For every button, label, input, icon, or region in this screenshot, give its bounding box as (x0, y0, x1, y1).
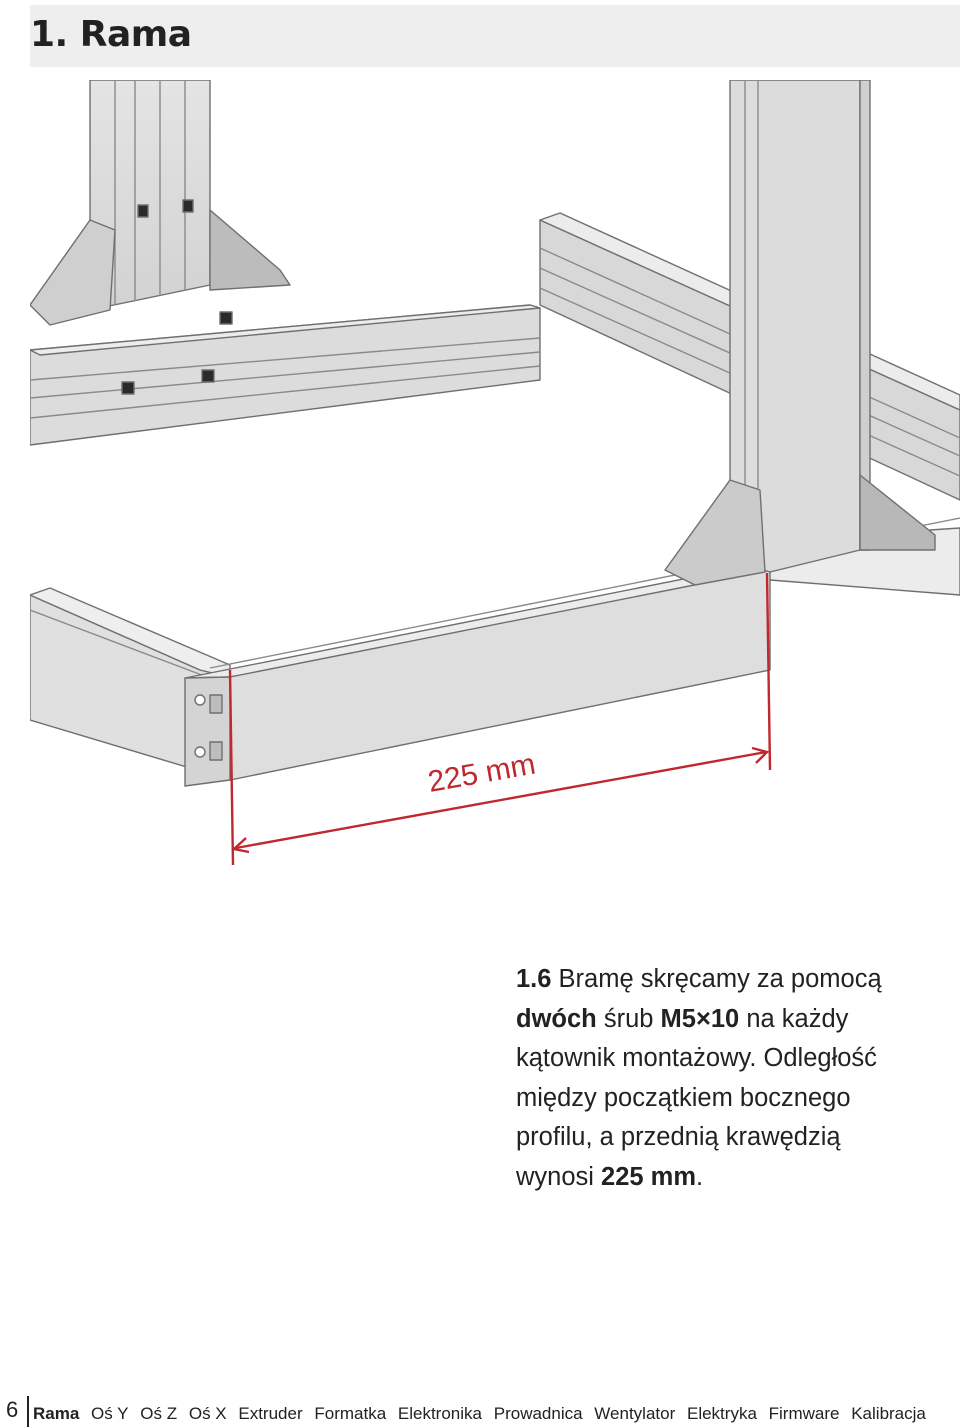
chapter-nav (33, 1404, 933, 1424)
nav-item-wentylator[interactable]: Wentylator (594, 1404, 676, 1423)
footer-nav (0, 1397, 960, 1427)
page-number: 6 (6, 1397, 19, 1422)
nav-item-extruder[interactable]: Extruder (238, 1404, 303, 1423)
right-bracket-right (860, 475, 935, 550)
right-bracket-left (665, 480, 765, 585)
footer-divider (27, 1396, 29, 1427)
nav-item-kalibracja[interactable]: Kalibracja (851, 1404, 926, 1423)
left-bracket (30, 220, 115, 325)
nav-item-rama[interactable]: Rama (33, 1404, 80, 1423)
nav-item-os-x[interactable]: Oś X (188, 1404, 227, 1423)
nav-item-formatka[interactable]: Formatka (314, 1404, 387, 1423)
step-number: 1.6 (516, 965, 552, 993)
nav-item-os-y[interactable]: Oś Y (91, 1404, 129, 1423)
frame-illustration (30, 80, 960, 880)
page-title: 1. Rama (30, 14, 192, 55)
nav-item-elektronika[interactable]: Elektronika (397, 1404, 482, 1423)
step-instruction: 1.6 Bramę skręcamy za pomocą dwóch śrub M5×10 na każdy kątownik montażowy. Odległość między początkiem bocznego profilu, a przednią krawędzią wynosi 225 mm. (516, 965, 882, 1191)
dimension-label: 225 mm (425, 747, 538, 799)
nav-item-prowadnica[interactable]: Prowadnica (493, 1404, 583, 1423)
nav-item-os-z[interactable]: Oś Z (140, 1404, 178, 1423)
nav-item-elektryka[interactable]: Elektryka (686, 1404, 757, 1423)
nav-item-firmware[interactable]: Firmware (768, 1404, 840, 1423)
